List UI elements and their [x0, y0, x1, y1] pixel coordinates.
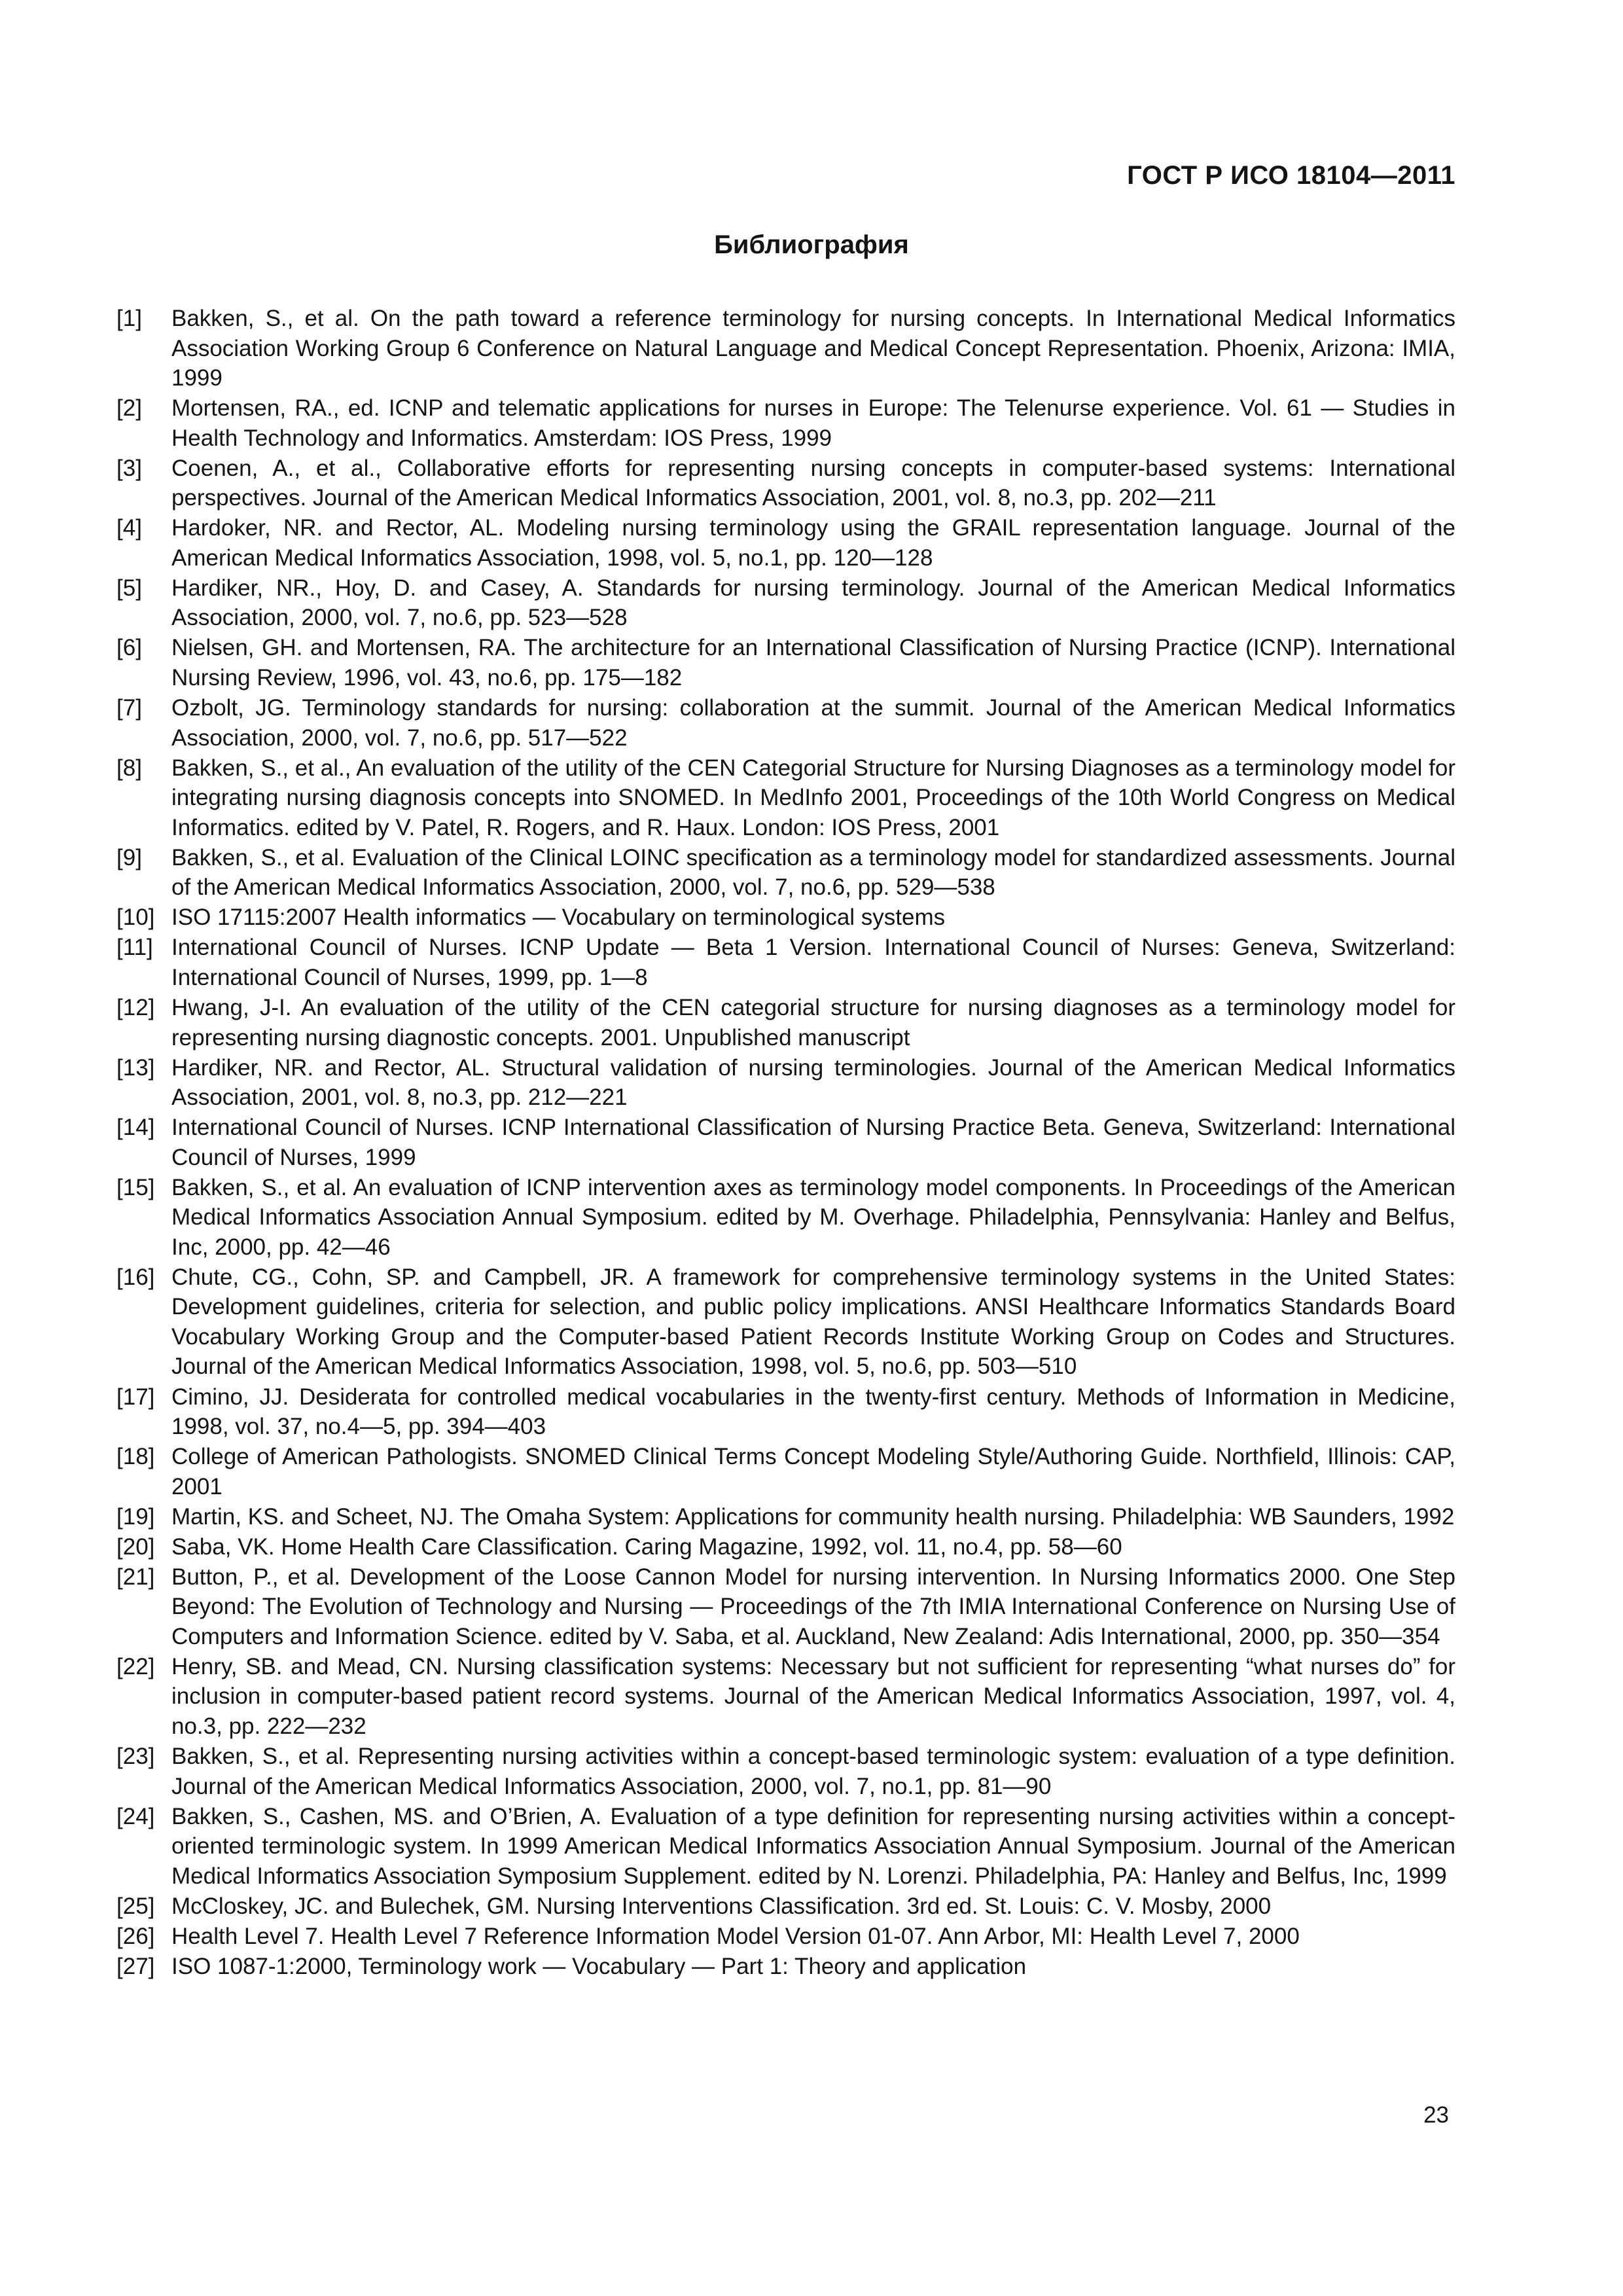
reference-number: [16]	[116, 1264, 155, 1290]
reference-text: College of American Pathologists. SNOMED Clinical Terms Concept Modeling Style/Authoring Guide. Northfield, Illinois: CAP, 2001	[171, 1444, 1455, 1499]
reference-item	[116, 1892, 1455, 1922]
reference-number: [14]	[116, 1115, 155, 1141]
reference-number: [9]	[116, 844, 142, 870]
reference-text: Bakken, S., et al. An evaluation of ICNP intervention axes as terminology model components. In Proceedings of the American Medical Informatics Association Annual Symposium. edited by M. Overhage. Philadelphia, Pennsylvania: Hanley and Belfus, Inc, 2000, pp. 42—46	[171, 1174, 1455, 1260]
reference-item	[116, 1173, 1455, 1263]
reference-number: [24]	[116, 1803, 155, 1829]
reference-item	[116, 1652, 1455, 1742]
reference-number: [4]	[116, 515, 142, 541]
reference-text: Saba, VK. Home Health Care Classification. Caring Magazine, 1992, vol. 11, no.4, pp. 58—60	[171, 1534, 1122, 1560]
reference-number: [23]	[116, 1744, 155, 1770]
reference-text: Cimino, JJ. Desiderata for controlled medical vocabularies in the twenty-first century. Methods of Information in Medicine, 1998, vol. 37, no.4—5, pp. 394—403	[171, 1384, 1455, 1439]
reference-text: McCloskey, JC. and Bulechek, GM. Nursing Interventions Classification. 3rd ed. St. Louis: C. V. Mosby, 2000	[171, 1893, 1272, 1919]
reference-item	[116, 1532, 1455, 1562]
reference-text: ISO 1087-1:2000, Terminology work — Vocabulary — Part 1: Theory and application	[171, 1953, 1027, 1979]
reference-text: Hwang, J-I. An evaluation of the utility of the CEN categorial structure for nursing diagnoses as a terminology model for representing nursing diagnostic concepts. 2001. Unpublished manuscript	[171, 995, 1455, 1050]
reference-item	[116, 304, 1455, 393]
reference-number: [11]	[116, 935, 153, 961]
reference-item	[116, 454, 1455, 513]
reference-number: [6]	[116, 635, 142, 661]
reference-number: [15]	[116, 1174, 155, 1200]
reference-number: [10]	[116, 905, 155, 931]
reference-text: Button, P., et al. Development of the Loose Cannon Model for nursing intervention. In Nursing Informatics 2000. One Step Beyond: The Evolution of Technology and Nursing — Proceedings of the 7th IMIA International Conference on Nursing Use of Computers and Information Science. edited by V. Saba, et al. Auckland, New Zealand: Adis International, 2000, pp. 350—354	[171, 1564, 1455, 1649]
reference-number: [25]	[116, 1893, 155, 1919]
reference-item	[116, 1562, 1455, 1652]
reference-item	[116, 933, 1455, 992]
reference-item	[116, 573, 1455, 633]
reference-text: Henry, SB. and Mead, CN. Nursing classification systems: Necessary but not sufficient for representing “what nurses do” for inclusion in computer-based patient record systems. Journal of the American Medical Informatics Association, 1997, vol. 4, no.3, pp. 222—232	[171, 1653, 1455, 1739]
reference-text: Nielsen, GH. and Mortensen, RA. The architecture for an International Classification of Nursing Practice (ICNP). International Nursing Review, 1996, vol. 43, no.6, pp. 175—182	[171, 635, 1455, 691]
reference-text: Bakken, S., Cashen, MS. and O’Brien, A. Evaluation of a type definition for representing nursing activities within a concept-oriented terminologic system. In 1999 American Medical Informatics Association Annual Symposium. Journal of the American Medical Informatics Association Symposium Supplement. edited by N. Lorenzi. Philadelphia, PA: Hanley and Belfus, Inc, 1999	[171, 1803, 1455, 1889]
reference-text: Martin, KS. and Scheet, NJ. The Omaha System: Applications for community health nursing. Philadelphia: WB Saunders, 1992	[171, 1503, 1455, 1530]
reference-item	[116, 1263, 1455, 1382]
reference-item	[116, 1442, 1455, 1501]
reference-number: [13]	[116, 1054, 155, 1081]
reference-item	[116, 1742, 1455, 1801]
reference-number: [27]	[116, 1953, 155, 1979]
reference-text: Bakken, S., et al. Evaluation of the Clinical LOINC specification as a terminology model for standardized assessments. Journal of the American Medical Informatics Association, 2000, vol. 7, no.6, pp. 529—538	[171, 844, 1455, 901]
reference-number: [22]	[116, 1653, 155, 1679]
reference-text: Chute, CG., Cohn, SP. and Campbell, JR. A framework for comprehensive terminology systems in the United States: Development guidelines, criteria for selection, and public policy implications. ANSI Healthcare Informatics Standards Board Vocabulary Working Group and the Computer-based Patient Records Institute Working Group on Codes and Structures. Journal of the American Medical Informatics Association, 1998, vol. 5, no.6, pp. 503—510	[171, 1264, 1455, 1380]
standard-code: ГОСТ Р ИСО 18104—2011	[1127, 161, 1455, 190]
reference-text: Bakken, S., et al. Representing nursing activities within a concept-based terminologic system: evaluation of a type definition. Journal of the American Medical Informatics Association, 2000, vol. 7, no.1, pp. 81—90	[171, 1744, 1455, 1799]
reference-number: [2]	[116, 395, 142, 422]
reference-item	[116, 1113, 1455, 1172]
reference-number: [7]	[116, 695, 142, 721]
reference-item	[116, 633, 1455, 692]
reference-number: [8]	[116, 755, 142, 781]
page-title: Библиография	[714, 230, 909, 259]
reference-text: International Council of Nurses. ICNP Update — Beta 1 Version. International Council of Nurses: Geneva, Switzerland: International Council of Nurses, 1999, pp. 1—8	[171, 935, 1455, 990]
reference-item	[116, 393, 1455, 453]
reference-number: [18]	[116, 1444, 155, 1470]
reference-number: [1]	[116, 306, 142, 331]
reference-number: [17]	[116, 1384, 155, 1410]
reference-text: Hardoker, NR. and Rector, AL. Modeling nursing terminology using the GRAIL representation language. Journal of the American Medical Informatics Association, 1998, vol. 5, no.1, pp. 120—128	[171, 515, 1455, 571]
page-number: 23	[1423, 2102, 1449, 2128]
reference-text: International Council of Nurses. ICNP International Classification of Nursing Practice Beta. Geneva, Switzerland: International Council of Nurses, 1999	[171, 1115, 1455, 1170]
reference-text: Ozbolt, JG. Terminology standards for nursing: collaboration at the summit. Journal of the American Medical Informatics Association, 2000, vol. 7, no.6, pp. 517—522	[171, 695, 1455, 751]
reference-text: Health Level 7. Health Level 7 Reference Information Model Version 01-07. Ann Arbor, MI: Health Level 7, 2000	[171, 1923, 1300, 1949]
reference-item	[116, 903, 1455, 933]
reference-item	[116, 693, 1455, 753]
reference-text: Bakken, S., et al., An evaluation of the utility of the CEN Categorial Structure for Nursing Diagnoses as a terminology model for integrating nursing diagnosis concepts into SNOMED. In MedInfo 2001, Proceedings of the 10th World Congress on Medical Informatics. edited by V. Patel, R. Rogers, and R. Haux. London: IOS Press, 2001	[171, 755, 1455, 840]
reference-item	[116, 1802, 1455, 1892]
reference-text: Coenen, A., et al., Collaborative efforts for representing nursing concepts in computer-based systems: International perspectives. Journal of the American Medical Informatics Association, 2001, vol. 8, no.3, pp. 202—211	[171, 455, 1455, 511]
reference-item	[116, 1922, 1455, 1952]
reference-item	[116, 513, 1455, 573]
bibliography-list	[116, 304, 1455, 1982]
reference-text: Mortensen, RA., ed. ICNP and telematic applications for nurses in Europe: The Telenurse experience. Vol. 61 — Studies in Health Technology and Informatics. Amsterdam: IOS Press, 1999	[171, 395, 1455, 451]
reference-number: [3]	[116, 455, 142, 481]
reference-number: [20]	[116, 1534, 155, 1560]
reference-text: Hardiker, NR., Hoy, D. and Casey, A. Standards for nursing terminology. Journal of the American Medical Informatics Association, 2000, vol. 7, no.6, pp. 523—528	[171, 575, 1455, 631]
reference-item	[116, 1952, 1455, 1982]
reference-text: Hardiker, NR. and Rector, AL. Structural validation of nursing terminologies. Journal of the American Medical Informatics Association, 2001, vol. 8, no.3, pp. 212—221	[171, 1054, 1455, 1111]
reference-item	[116, 993, 1455, 1052]
reference-item	[116, 843, 1455, 903]
reference-number: [5]	[116, 575, 142, 601]
reference-text: ISO 17115:2007 Health informatics — Vocabulary on terminological systems	[171, 905, 946, 931]
reference-number: [12]	[116, 995, 155, 1021]
reference-item	[116, 1502, 1455, 1532]
reference-item	[116, 1053, 1455, 1113]
reference-text: Bakken, S., et al. On the path toward a reference terminology for nursing concepts. In International Medical Informatics Association Working Group 6 Conference on Natural Language and Medical Concept Representation. Phoenix, Arizona: IMIA, 1999	[171, 306, 1455, 391]
reference-item	[116, 1382, 1455, 1442]
reference-item	[116, 753, 1455, 843]
reference-number: [19]	[116, 1503, 155, 1530]
reference-number: [26]	[116, 1923, 155, 1949]
reference-number: [21]	[116, 1564, 155, 1590]
